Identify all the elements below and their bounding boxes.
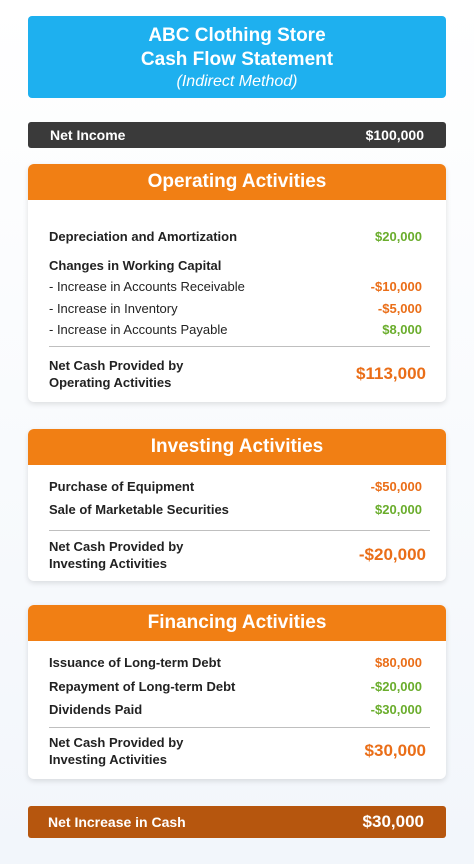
line-item-label: Dividends Paid xyxy=(49,702,143,717)
line-item-value: -$10,000 xyxy=(370,279,422,294)
total-label-line: Net Cash Provided by xyxy=(49,539,184,554)
line-item-label: - Increase in Accounts Payable xyxy=(49,322,228,337)
line-item-value: $20,000 xyxy=(375,229,422,244)
line-item-label: - Increase in Accounts Receivable xyxy=(49,279,245,294)
investing-activities-card xyxy=(28,429,446,581)
line-item-value: -$30,000 xyxy=(370,702,422,717)
investing-activities-title: Investing Activities xyxy=(28,429,446,465)
line-item-value: $80,000 xyxy=(375,655,422,670)
total-label-line: Operating Activities xyxy=(49,375,172,390)
total-label-line: Net Cash Provided by xyxy=(49,358,184,373)
financing-activities-card xyxy=(28,605,446,779)
line-item-label: Depreciation and Amortization xyxy=(49,229,238,244)
net-increase-label: Net Increase in Cash xyxy=(48,814,186,830)
operating-activities-title: Operating Activities xyxy=(28,164,446,200)
statement-header xyxy=(28,16,446,98)
net-income-label: Net Income xyxy=(50,127,126,143)
divider xyxy=(49,727,430,728)
total-label-line: Investing Activities xyxy=(49,752,167,767)
line-item-value: $8,000 xyxy=(382,322,422,337)
line-item-label: Changes in Working Capital xyxy=(49,258,222,273)
line-item-label: Issuance of Long-term Debt xyxy=(49,655,221,670)
line-item-value: $20,000 xyxy=(375,502,422,517)
total-label xyxy=(49,734,183,768)
financing-activities-title: Financing Activities xyxy=(28,605,446,641)
company-name: ABC Clothing Store xyxy=(148,25,326,46)
line-item-label: Repayment of Long-term Debt xyxy=(49,679,236,694)
line-item-value: -$20,000 xyxy=(370,679,422,694)
total-label-line: Investing Activities xyxy=(49,556,167,571)
total-label xyxy=(49,538,183,572)
method-subtitle: (Indirect Method) xyxy=(176,73,298,90)
line-item-value: -$5,000 xyxy=(377,301,422,316)
net-increase-bar xyxy=(28,806,446,838)
line-item-label: - Increase in Inventory xyxy=(49,301,178,316)
net-increase-value: $30,000 xyxy=(362,812,424,831)
divider xyxy=(49,346,430,347)
total-value: -$20,000 xyxy=(358,545,426,564)
line-item-value: -$50,000 xyxy=(370,479,422,494)
operating-activities-card xyxy=(28,164,446,402)
net-income-bar xyxy=(28,122,446,148)
line-item-label: Purchase of Equipment xyxy=(49,479,195,494)
total-label-line: Net Cash Provided by xyxy=(49,735,184,750)
statement-title: Cash Flow Statement xyxy=(140,49,334,70)
total-value: $30,000 xyxy=(364,741,426,760)
total-value: $113,000 xyxy=(356,364,426,383)
divider xyxy=(49,530,430,531)
total-label xyxy=(49,357,183,391)
net-income-value: $100,000 xyxy=(365,127,424,143)
line-item-label: Sale of Marketable Securities xyxy=(49,502,229,517)
